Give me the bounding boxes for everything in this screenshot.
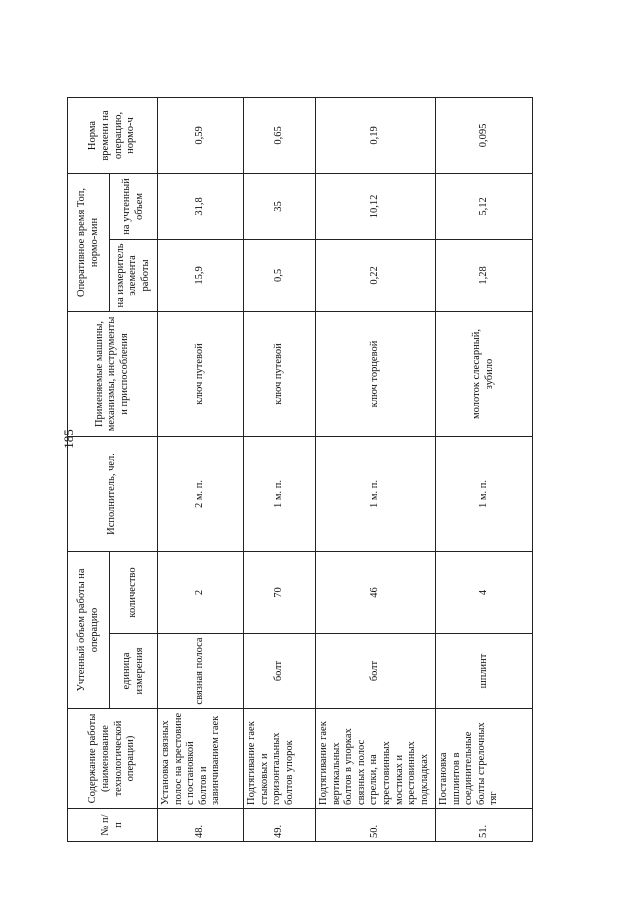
row-norm: 0,65 <box>244 97 316 173</box>
table-row <box>158 97 244 841</box>
row-unit: болт <box>244 634 316 709</box>
header-optime-elem: на измеритель элемента работы <box>110 239 158 311</box>
row-content: Постановка шплинтов в соединительные болты стрелочных тяг <box>436 709 533 809</box>
row-time-vol: 5,12 <box>436 173 533 239</box>
header-content <box>68 709 158 809</box>
table-row <box>244 97 316 841</box>
row-content: Установка связных полос на крестовине с постановкой болтов и завинчиванием гаек <box>158 709 244 809</box>
row-qty: 46 <box>316 551 436 633</box>
rotated-table-container <box>67 98 532 842</box>
row-executor: 1 м. п. <box>436 436 533 551</box>
row-tools: молоток слесарный, зубило <box>436 311 533 436</box>
header-content-subtitle: (наименование технологической операции) <box>99 720 137 797</box>
row-norm: 0,095 <box>436 97 533 173</box>
header-executor: Исполнитель, чел. <box>68 436 158 551</box>
norms-table <box>67 97 533 842</box>
header-volume-qty: количество <box>110 551 158 633</box>
row-tools: ключ путевой <box>244 311 316 436</box>
row-time-elem: 15,9 <box>158 239 244 311</box>
row-executor: 2 м. п. <box>158 436 244 551</box>
row-executor: 1 м. п. <box>316 436 436 551</box>
header-content-title: Содержание работы <box>87 713 99 804</box>
row-time-elem: 0,22 <box>316 239 436 311</box>
row-qty: 2 <box>158 551 244 633</box>
row-content: Подтягивание гаек стыковых и горизонтальных болтов упорок <box>244 709 316 809</box>
row-time-elem: 1,28 <box>436 239 533 311</box>
row-time-elem: 0,5 <box>244 239 316 311</box>
page-number: 185 <box>61 429 76 449</box>
row-num: 51. <box>436 809 533 842</box>
header-num: № п/п <box>68 809 158 842</box>
header-optime: Оперативное время Топ, нормо-мин <box>68 173 110 311</box>
row-qty: 4 <box>436 551 533 633</box>
row-num: 48. <box>158 809 244 842</box>
row-time-vol: 31,8 <box>158 173 244 239</box>
header-optime-vol: на учтенный объем <box>110 173 158 239</box>
row-time-vol: 35 <box>244 173 316 239</box>
row-content: Подтягивание гаек вертикальных болтов в упорках связных полос стрелки, на крестовинных мостиках и крестовинных подкладках <box>316 709 436 809</box>
row-num: 50. <box>316 809 436 842</box>
row-unit: болт <box>316 634 436 709</box>
table-row <box>436 97 533 841</box>
row-qty: 70 <box>244 551 316 633</box>
row-tools: ключ путевой <box>158 311 244 436</box>
row-unit: шплинт <box>436 634 533 709</box>
header-volume-unit: единица измерения <box>110 634 158 709</box>
row-num: 49. <box>244 809 316 842</box>
row-unit: связная полоса <box>158 634 244 709</box>
row-norm: 0,59 <box>158 97 244 173</box>
row-executor: 1 м. п. <box>244 436 316 551</box>
row-tools: ключ торцевой <box>316 311 436 436</box>
row-norm: 0,19 <box>316 97 436 173</box>
table-row <box>316 97 436 841</box>
row-time-vol: 10,12 <box>316 173 436 239</box>
header-tools: Применяемые машины, механизмы, инструменты и приспособления <box>68 311 158 436</box>
header-volume: Учтенный объем работы на операцию <box>68 551 110 708</box>
header-norm: Норма времени на операцию, нормо-ч <box>68 97 158 173</box>
